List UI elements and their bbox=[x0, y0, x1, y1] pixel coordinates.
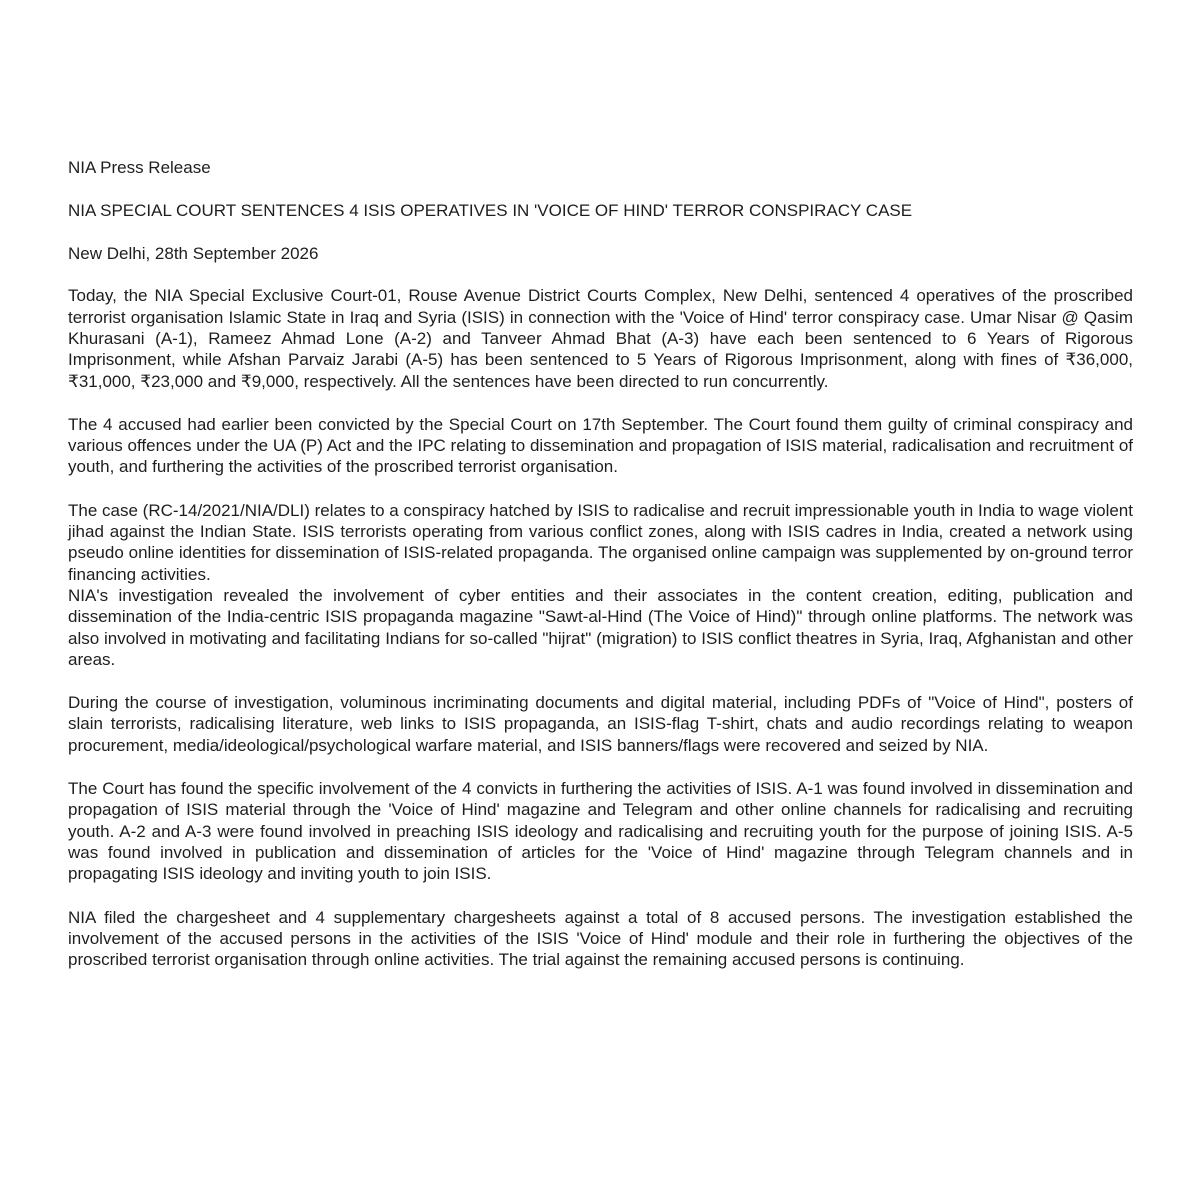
paragraph-chargesheets: NIA filed the chargesheet and 4 supplementary chargesheets against a total of 8 accused persons. The investigation established the involvement of the accused persons in the activities of the ISIS 'Voice of Hind' module and their role in furthering the objectives of the proscribed terrorist organisation through online activities. The trial against the remaining accused persons is continuing. bbox=[68, 907, 1133, 970]
dateline: New Delhi, 28th September 2026 bbox=[68, 243, 319, 263]
paragraph-court-findings: The Court has found the specific involvement of the 4 convicts in furthering the activities of ISIS. A-1 was found involved in dissemination and propagation of ISIS material through the 'Voice of Hind' magazine and Telegram and other online channels for radicalising and recruiting youth. A-2 and A-3 were found involved in preaching ISIS ideology and radicalising and recruiting youth for the purpose of joining ISIS. A-5 was found involved in publication and dissemination of articles for the 'Voice of Hind' magazine through Telegram channels and in propagating ISIS ideology and inviting youth to join ISIS. bbox=[68, 779, 1133, 884]
paragraph-seizures: During the course of investigation, voluminous incriminating documents and digital material, including PDFs of "Voice of Hind", posters of slain terrorists, radicalising literature, web links to ISIS propaganda, an ISIS-flag T-shirt, chats and audio recordings relating to weapon procurement, media/ideological/psychological warfare material, and ISIS banners/flags were recovered and seized by NIA. bbox=[68, 693, 1133, 755]
paragraph-spacer bbox=[68, 885, 1133, 907]
paragraph-spacer bbox=[68, 756, 1133, 778]
paragraph-conviction: The 4 accused had earlier been convicted by the Special Court on 17th September. The Court found them guilty of criminal conspiracy and various offences under the UA (P) Act and the IPC relating to dissemination and propagation of ISIS material, radicalisation and recruitment of youth, and furthering the activities of the proscribed terrorist organisation. bbox=[68, 414, 1133, 477]
paragraph-spacer bbox=[68, 392, 1133, 414]
paragraph-investigation: NIA's investigation revealed the involvement of cyber entities and their associates in the content creation, editing, publication and dissemination of the India-centric ISIS propaganda magazine "Sawt-al-Hind (The Voice of Hind)" through online platforms. The network was also involved in motivating and facilitating Indians for so-called "hijrat" (migration) to ISIS conflict theatres in Syria, Iraq, Afghanistan and other areas. bbox=[68, 585, 1133, 669]
paragraph-spacer bbox=[68, 478, 1133, 500]
paragraph-sentencing: Today, the NIA Special Exclusive Court-01, Rouse Avenue District Courts Complex, New Delhi, sentenced 4 operatives of the proscribed terrorist organisation Islamic State in Iraq and Syria (ISIS) in connection with the 'Voice of Hind' terror conspiracy case. Umar Nisar @ Qasim Khurasani (A-1), Rameez Ahmad Lone (A-2) and Tanveer Ahmad Bhat (A-3) have each been sentenced to 6 Years of Rigorous Imprisonment, while Afshan Parvaiz Jarabi (A-5) has been sentenced to 5 Years of Rigorous Imprisonment, along with fines of ₹36,000, ₹31,000, ₹23,000 and ₹9,000, respectively. All the sentences have been directed to run concurrently. bbox=[68, 286, 1133, 391]
document-label: NIA Press Release bbox=[68, 158, 211, 177]
headline: NIA SPECIAL COURT SENTENCES 4 ISIS OPERATIVES IN 'VOICE OF HIND' TERROR CONSPIRACY CASE bbox=[68, 200, 913, 220]
paragraph-spacer bbox=[68, 670, 1133, 692]
paragraph-case-background: The case (RC-14/2021/NIA/DLI) relates to a conspiracy hatched by ISIS to radicalise and recruit impressionable youth in India to wage violent jihad against the Indian State. ISIS terrorists operating from various conflict zones, along with ISIS cadres in India, created a network using pseudo online identities for dissemination of ISIS-related propaganda. The organised online campaign was supplemented by on-ground terror financing activities. bbox=[68, 500, 1133, 584]
press-release-document bbox=[68, 157, 1133, 970]
